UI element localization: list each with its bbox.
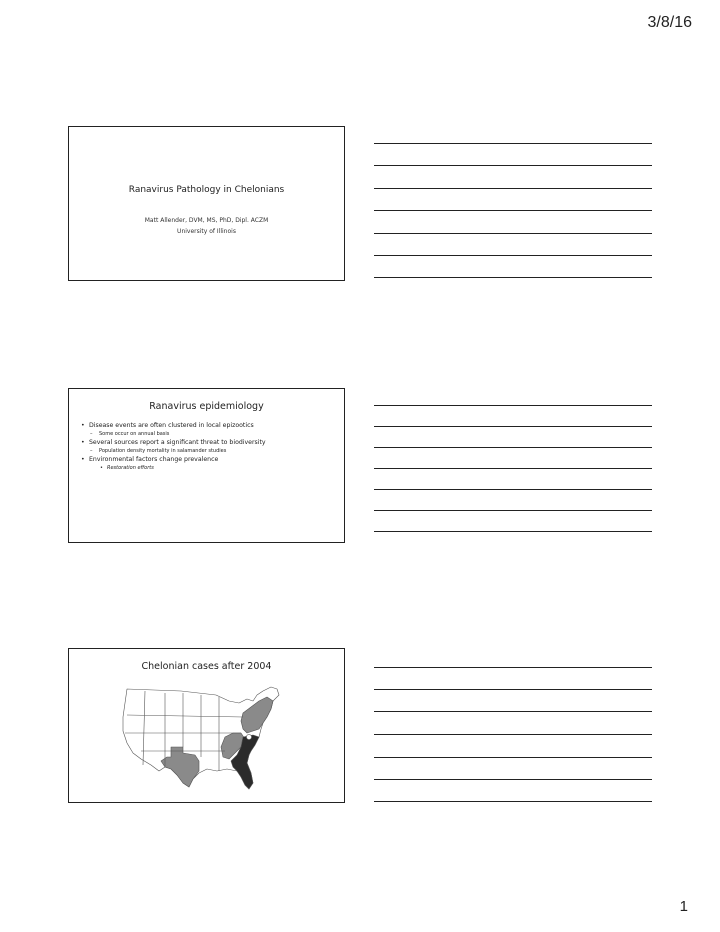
- note-line: [374, 447, 652, 448]
- slide-2-title: Ranavirus epidemiology: [149, 401, 264, 412]
- note-line: [374, 667, 652, 668]
- case-marker: [246, 734, 251, 739]
- slide-2-bullet-list: [81, 421, 336, 472]
- note-line: [374, 210, 652, 211]
- slide-1-thumbnail: [68, 126, 345, 281]
- note-line: [374, 801, 652, 802]
- header-date: 3/8/16: [647, 14, 692, 31]
- note-line: [374, 405, 652, 406]
- page-number: 1: [679, 898, 688, 915]
- bullet-item: • Environmental factors change prevalence: [81, 455, 336, 464]
- note-line: [374, 277, 652, 278]
- slide-3-thumbnail: [68, 648, 345, 803]
- note-line: [374, 188, 652, 189]
- note-line: [374, 468, 652, 469]
- note-line: [374, 689, 652, 690]
- note-line: [374, 734, 652, 735]
- note-line: [374, 143, 652, 144]
- us-states-map-icon: [121, 681, 291, 793]
- slide-1-subtitle: [69, 215, 344, 237]
- slide-1-affiliation: University of Illinois: [177, 228, 236, 235]
- note-line: [374, 779, 652, 780]
- note-line: [374, 255, 652, 256]
- note-line: [374, 165, 652, 166]
- slide-2-thumbnail: [68, 388, 345, 543]
- note-line: [374, 510, 652, 511]
- slide-3-title: Chelonian cases after 2004: [141, 661, 272, 672]
- sub-sub-bullet-item: • Restoration efforts: [81, 464, 336, 472]
- bullet-item: • Disease events are often clustered in local epizootics: [81, 421, 336, 430]
- note-line: [374, 426, 652, 427]
- note-line: [374, 757, 652, 758]
- note-line: [374, 531, 652, 532]
- slide-1-author: Matt Allender, DVM, MS, PhD, Dipl. ACZM: [144, 217, 269, 224]
- note-line: [374, 233, 652, 234]
- sub-bullet-item: – Some occur on annual basis: [81, 430, 336, 438]
- note-line: [374, 489, 652, 490]
- slide-1-title: Ranavirus Pathology in Chelonians: [128, 185, 285, 195]
- note-line: [374, 711, 652, 712]
- sub-bullet-item: – Population density mortality in salamander studies: [81, 447, 336, 455]
- bullet-item: • Several sources report a significant threat to biodiversity: [81, 438, 336, 447]
